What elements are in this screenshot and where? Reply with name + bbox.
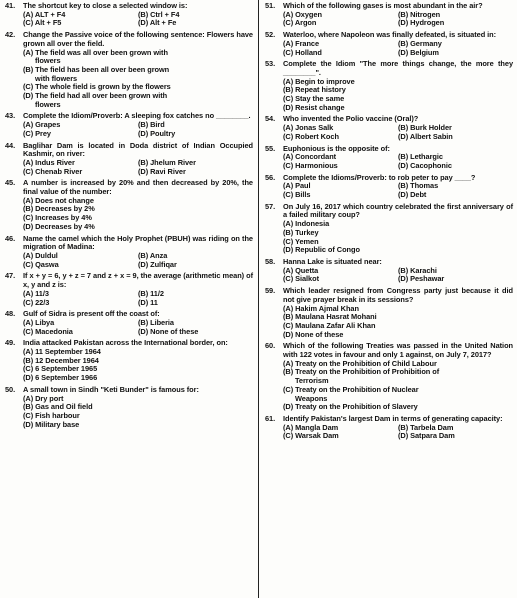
question-text: On July 16, 2017 which country celebrated the first anniversary of a failed military coup? — [283, 201, 513, 220]
left-column — [5, 2, 253, 432]
question-text: India attacked Pakistan across the International border, on: — [23, 338, 228, 348]
answer-option: (C) Yemen — [283, 236, 319, 246]
answer-options — [23, 49, 253, 110]
question-text: Who invented the Polio vaccine (Oral)? — [283, 114, 419, 124]
answer-options — [283, 78, 513, 113]
question-header — [5, 179, 253, 196]
question-item — [265, 60, 513, 112]
answer-option: (D) The field had all over been grown with — [23, 91, 168, 101]
question-item — [5, 179, 253, 231]
question-number: 45. — [5, 178, 16, 188]
question-item — [265, 258, 513, 284]
answer-option: (B) Germany — [398, 38, 442, 48]
question-text: The shortcut key to close a selected window is: — [23, 1, 188, 10]
answer-option: flowers — [35, 99, 61, 109]
question-number: 46. — [5, 233, 16, 243]
answer-option: (D) Zulfiqar — [138, 259, 177, 269]
answer-option: (B) Nitrogen — [398, 9, 441, 19]
answer-option: (A) Quetta — [283, 265, 319, 275]
answer-option: (B) Repeat history — [283, 85, 346, 95]
answer-option: (A) Paul — [283, 181, 311, 191]
option-row — [283, 275, 513, 284]
question-item — [5, 31, 253, 109]
answer-option: Terrorism — [295, 376, 329, 386]
question-header — [265, 203, 513, 220]
answer-option: (B) Karachi — [398, 265, 437, 275]
option-row — [23, 19, 253, 28]
question-header — [5, 272, 253, 289]
answer-option: (C) Bills — [283, 190, 311, 200]
answer-option: (A) Indonesia — [283, 219, 330, 229]
answer-option: (B) Jhelum River — [138, 157, 196, 167]
answer-option: (A) France — [283, 38, 320, 48]
answer-option: (A) 11/3 — [23, 288, 49, 298]
answer-option: (D) Peshawar — [398, 274, 445, 284]
question-item — [265, 145, 513, 171]
question-text: Change the Passive voice of the following sentence: Flowers have grown all over the field. — [23, 30, 253, 48]
question-header — [5, 31, 253, 48]
answer-option: (C) 22/3 — [23, 297, 50, 307]
answer-option: (D) Decreases by 4% — [23, 221, 95, 231]
answer-option: (C) Warsak Dam — [283, 431, 339, 441]
answer-option: (C) Chenab River — [23, 166, 83, 176]
option-row — [283, 432, 513, 441]
answer-option: (A) Oxygen — [283, 9, 322, 19]
answer-options — [283, 153, 513, 170]
answer-options — [283, 305, 513, 340]
answer-option: (C) The whole field is grown by the flowers — [23, 82, 171, 92]
answer-options — [23, 395, 253, 430]
answer-option: with flowers — [35, 73, 78, 83]
question-text: If x + y = 6, y + z = 7 and z + x = 9, the average (arithmetic mean) of x, y and z is: — [23, 271, 253, 290]
question-item — [5, 112, 253, 138]
answer-option: (D) Cacophonic — [398, 160, 452, 170]
answer-option: (D) Satpara Dam — [398, 431, 455, 441]
answer-options — [23, 252, 253, 269]
question-header — [5, 142, 253, 159]
answer-options — [23, 159, 253, 176]
option-row — [283, 19, 513, 28]
answer-option: (C) Argon — [283, 18, 317, 28]
answer-option: (C) Alt + F5 — [23, 18, 62, 28]
answer-option: (A) ALT + F4 — [23, 9, 66, 19]
answer-option: (A) Indus River — [23, 157, 75, 167]
answer-option: (D) None of these — [283, 329, 344, 339]
question-item — [5, 272, 253, 307]
answer-option: (D) Alt + Fe — [138, 18, 177, 28]
answer-option: (A) Dry port — [23, 393, 64, 403]
question-number: 56. — [265, 172, 276, 182]
question-item — [265, 415, 513, 441]
question-text: A number is increased by 20% and then decreased by 20%, the final value of the number: — [23, 178, 253, 197]
question-item — [265, 31, 513, 57]
answer-option: (B) Burk Holder — [398, 123, 452, 133]
answer-option: (B) Maulana Hasrat Mohani — [283, 312, 377, 322]
answer-option: (D) Treaty on the Prohibition of Slavery — [283, 402, 418, 412]
question-text: Complete the Idiom "The more things change, the more they ________". — [283, 59, 513, 77]
answer-options — [23, 197, 253, 232]
answer-option: (C) Qaswa — [23, 259, 59, 269]
answer-option: (B) Turkey — [283, 227, 319, 237]
answer-option: (B) Bird — [138, 120, 165, 130]
question-number: 55. — [265, 143, 276, 153]
answer-option: (B) Lethargic — [398, 152, 443, 162]
question-item — [5, 2, 253, 28]
answer-option: (D) Debt — [398, 190, 427, 200]
answer-options — [23, 348, 253, 383]
option-row — [283, 162, 513, 171]
question-number: 50. — [5, 384, 16, 394]
answer-option: (D) 11 — [138, 297, 158, 307]
question-number: 52. — [265, 30, 276, 40]
question-text: Identify Pakistan's largest Dam in terms of generating capacity: — [283, 413, 503, 423]
answer-option: (C) Maulana Zafar Ali Khan — [283, 320, 376, 330]
answer-options — [283, 11, 513, 28]
question-number: 48. — [5, 309, 16, 319]
question-text: A small town in Sindh "Keti Bunder" is famous for: — [23, 384, 199, 394]
answer-options — [23, 11, 253, 28]
answer-option: (B) Treaty on the Prohibition of Prohibition of — [283, 367, 440, 377]
answer-option: (A) Grapes — [23, 120, 61, 130]
question-number: 43. — [5, 111, 16, 121]
question-text: Baglihar Dam is located in Doda district of Indian Occupied Kashmir, on river: — [23, 140, 253, 159]
question-text: Which leader resigned from Congress party just because it did not give prayer break in its sessions? — [283, 286, 513, 304]
question-text: Euphonious is the opposite of: — [283, 143, 390, 153]
answer-option: (B) Decreases by 2% — [23, 204, 95, 214]
answer-option: (D) Resist change — [283, 102, 345, 112]
question-number: 53. — [265, 59, 276, 69]
option-row — [283, 191, 513, 200]
answer-option: (C) Holland — [283, 47, 322, 57]
question-text: Waterloo, where Napoleon was finally defeated, is situated in: — [283, 30, 497, 40]
question-number: 47. — [5, 271, 16, 281]
answer-option: (D) Poultry — [138, 128, 176, 138]
answer-option: (B) 11/2 — [138, 288, 164, 298]
column-divider — [258, 0, 259, 598]
option-row — [283, 133, 513, 142]
option-row — [23, 328, 253, 337]
answer-option: (A) Jonas Salk — [283, 123, 334, 133]
answer-option: (D) Albert Sabin — [398, 131, 453, 141]
option-row — [283, 49, 513, 58]
answer-option: (D) Belgium — [398, 47, 439, 57]
answer-option: (B) The field has been all over been grown — [23, 64, 170, 74]
answer-option: (B) Liberia — [138, 317, 174, 327]
answer-option: (A) 11 September 1964 — [23, 347, 101, 357]
question-item — [265, 342, 513, 412]
question-item — [5, 339, 253, 383]
question-number: 49. — [5, 338, 16, 348]
answer-option: (C) Macedonia — [23, 326, 73, 336]
answer-options — [283, 424, 513, 441]
option-row — [23, 168, 253, 177]
question-item — [5, 310, 253, 336]
question-number: 42. — [5, 30, 16, 40]
question-header — [265, 60, 513, 77]
answer-options — [283, 124, 513, 141]
right-column — [265, 2, 513, 444]
question-number: 59. — [265, 286, 276, 296]
question-text: Complete the Idioms/Proverb: to rob peter to pay ____? — [283, 172, 476, 182]
question-text: Gulf of Sidra is present off the coast of: — [23, 309, 160, 319]
question-item — [265, 115, 513, 141]
answer-options — [283, 182, 513, 199]
answer-option: (D) Ravi River — [138, 166, 186, 176]
question-number: 60. — [265, 341, 276, 351]
answer-option: (C) Treaty on the Prohibition of Nuclear — [283, 384, 419, 394]
question-text: Which of the following gases is most abundant in the air? — [283, 1, 483, 10]
question-text: Hanna Lake is situated near: — [283, 256, 382, 266]
question-number: 57. — [265, 201, 276, 211]
answer-option: (C) Robert Koch — [283, 131, 339, 141]
question-text: Which of the following Treaties was passed in the United Nation with 122 votes in favour and only 1 against, on July 7, 2017? — [283, 341, 513, 360]
answer-option: (A) Duldul — [23, 250, 58, 260]
answer-option: flowers — [35, 56, 61, 66]
answer-options — [283, 360, 513, 412]
answer-option: (B) Anza — [138, 250, 168, 260]
question-number: 54. — [265, 114, 276, 124]
answer-option: (C) 6 September 1965 — [23, 364, 98, 374]
answer-option: (A) The field was all over been grown with — [23, 47, 168, 57]
answer-options — [283, 40, 513, 57]
answer-options — [23, 319, 253, 336]
answer-option: (A) Hakim Ajmal Khan — [283, 303, 359, 313]
answer-options — [283, 267, 513, 284]
question-text: Name the camel which the Holy Prophet (PBUH) was riding on the migration of Madina: — [23, 233, 253, 252]
answer-options — [23, 290, 253, 307]
question-header — [265, 287, 513, 304]
answer-option: (D) None of these — [138, 326, 199, 336]
question-header — [265, 342, 513, 359]
option-row — [23, 130, 253, 139]
question-item — [5, 235, 253, 270]
question-item — [265, 287, 513, 339]
option-row — [23, 299, 253, 308]
answer-options — [23, 121, 253, 138]
question-text: Complete the Idiom/Proverb: A sleeping fox catches no ________. — [23, 111, 251, 121]
answer-option: (B) Tarbela Dam — [398, 422, 454, 432]
answer-option: (C) Increases by 4% — [23, 213, 92, 223]
question-item — [265, 2, 513, 28]
answer-option: (B) Thomas — [398, 181, 439, 191]
question-item — [5, 386, 253, 430]
answer-option: (B) Ctrl + F4 — [138, 9, 180, 19]
answer-option: (C) Sialkot — [283, 274, 319, 284]
question-number: 44. — [5, 140, 16, 150]
question-item — [265, 174, 513, 200]
answer-option: (B) Gas and Oil field — [23, 402, 93, 412]
answer-option: (D) Republic of Congo — [283, 245, 360, 255]
answer-option: (C) Stay the same — [283, 94, 345, 104]
answer-option: Weapons — [295, 393, 328, 403]
answer-option: (D) 6 September 1966 — [23, 373, 98, 383]
question-number: 61. — [265, 413, 276, 423]
question-header — [5, 235, 253, 252]
answer-options — [283, 220, 513, 255]
question-number: 51. — [265, 1, 276, 10]
question-item — [5, 142, 253, 177]
answer-option: (A) Concordant — [283, 152, 337, 162]
answer-option: (A) Begin to improve — [283, 76, 355, 86]
answer-option: (A) Treaty on the Prohibition of Child Labour — [283, 358, 437, 368]
question-number: 58. — [265, 256, 276, 266]
question-item — [265, 203, 513, 255]
answer-option: (C) Prey — [23, 128, 51, 138]
question-number: 41. — [5, 1, 16, 10]
answer-option: (B) 12 December 1964 — [23, 355, 99, 365]
answer-option: (A) Mangla Dam — [283, 422, 339, 432]
answer-option: (D) Hydrogen — [398, 18, 445, 28]
answer-option: (A) Libya — [23, 317, 55, 327]
answer-option: (C) Harmonious — [283, 160, 338, 170]
answer-option: (A) Does not change — [23, 195, 94, 205]
answer-option: (C) Fish harbour — [23, 410, 80, 420]
option-row — [23, 261, 253, 270]
answer-option: (D) Military base — [23, 419, 80, 429]
